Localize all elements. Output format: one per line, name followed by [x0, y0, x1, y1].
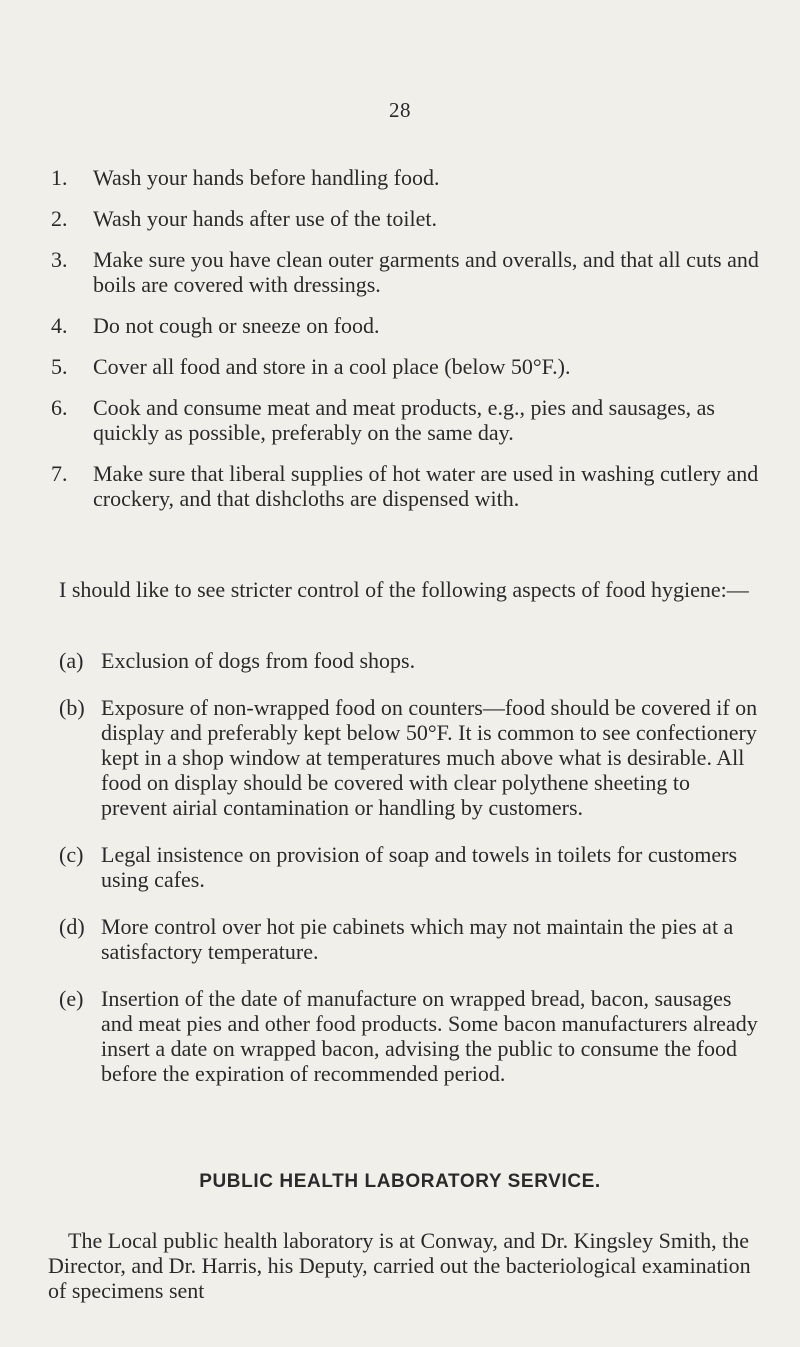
list-item: [51, 165, 763, 190]
list-item-number: 2.: [51, 206, 68, 231]
list-item-letter: (a): [59, 648, 84, 673]
hygiene-rules-list: [51, 165, 763, 527]
list-item-text: Cover all food and store in a cool place (below 50°F.).: [93, 354, 571, 379]
list-item-number: 7.: [51, 461, 68, 486]
list-item-letter: (e): [59, 986, 84, 1011]
list-item: [59, 842, 761, 892]
list-item-number: 6.: [51, 395, 68, 420]
list-item-letter: (b): [59, 695, 85, 720]
list-item: [51, 354, 763, 379]
list-item: [51, 395, 763, 445]
list-item-text: Wash your hands before handling food.: [93, 165, 440, 190]
list-item-text: Exclusion of dogs from food shops.: [101, 648, 416, 673]
list-item: [51, 247, 763, 297]
list-item-text: More control over hot pie cabinets which may not maintain the pies at a satisfactory temperature.: [101, 914, 734, 964]
list-item-letter: (c): [59, 842, 84, 867]
page-number: 28: [389, 98, 411, 122]
list-item: [51, 206, 763, 231]
hygiene-aspects-list: [59, 648, 761, 1108]
list-item-number: 4.: [51, 313, 68, 338]
section-paragraph: The Local public health laboratory is at Conway, and Dr. Kingsley Smith, the Director, and Dr. Harris, his Deputy, carried out the bacteriological examination of specimens sent: [48, 1228, 751, 1303]
list-item: [59, 695, 761, 820]
list-item-number: 1.: [51, 165, 68, 190]
list-item-text: Wash your hands after use of the toilet.: [93, 206, 438, 231]
intro-paragraph: I should like to see stricter control of the following aspects of food hygiene:—: [59, 577, 749, 602]
list-item: [51, 461, 763, 511]
list-item-text: Make sure you have clean outer garments and overalls, and that all cuts and boils are covered with dressings.: [93, 247, 759, 297]
list-item-number: 5.: [51, 354, 68, 379]
list-item: [59, 914, 761, 964]
list-item-text: Insertion of the date of manufacture on wrapped bread, bacon, sausages and meat pies and other food products. Some bacon manufacturers already insert a date on wrapped bacon, advising the public to consume the food before the expiration of recommended period.: [101, 986, 758, 1086]
list-item-text: Do not cough or sneeze on food.: [93, 313, 380, 338]
list-item-text: Exposure of non-wrapped food on counters—food should be covered if on display and preferably kept below 50°F. It is common to see confectionery kept in a shop window at temperatures much above what is desirable. All food on display should be covered with clear polythene sheeting to prevent airial contamination or handling by customers.: [101, 695, 758, 820]
section-heading: PUBLIC HEALTH LABORATORY SERVICE.: [199, 1171, 601, 1192]
list-item-text: Make sure that liberal supplies of hot water are used in washing cutlery and crockery, and that dishcloths are dispensed with.: [93, 461, 759, 511]
list-item: [59, 986, 761, 1086]
list-item: [59, 648, 761, 673]
list-item-letter: (d): [59, 914, 85, 939]
list-item-text: Cook and consume meat and meat products, e.g., pies and sausages, as quickly as possible, preferably on the same day.: [93, 395, 715, 445]
list-item-number: 3.: [51, 247, 68, 272]
list-item: [51, 313, 763, 338]
list-item-text: Legal insistence on provision of soap and towels in toilets for customers using cafes.: [101, 842, 738, 892]
